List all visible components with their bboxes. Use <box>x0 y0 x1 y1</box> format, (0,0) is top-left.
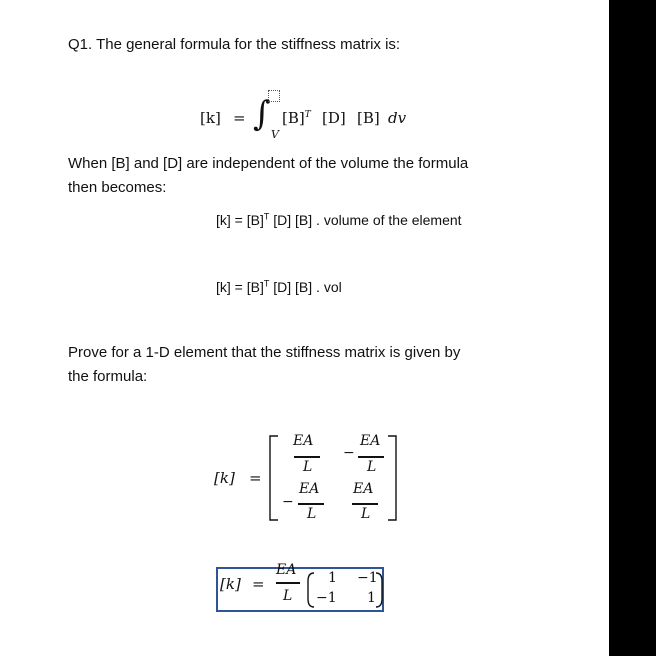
boxed-m12: −1 <box>357 570 378 586</box>
boxed-m22: 1 <box>367 590 376 606</box>
m12-minus: − <box>343 445 355 461</box>
formula1-d: [D] <box>322 109 346 127</box>
matrix-equals: = <box>249 469 262 487</box>
m12-denominator: L <box>367 459 377 475</box>
integral-sign: ∫ <box>253 94 271 134</box>
m21-denominator: L <box>307 506 317 522</box>
m11-denominator: L <box>303 459 313 475</box>
formula-volume-element: $[k] = [B]^T$ [D] [B] . volume of the element <box>216 211 462 228</box>
matrix-lhs: [k] <box>214 469 235 487</box>
paragraph-line: the formula: <box>68 368 148 385</box>
paragraph-line: then becomes: <box>68 179 167 196</box>
paragraph-line: When [B] and [D] are independent of the volume the formula <box>68 155 469 172</box>
m22-denominator: L <box>361 506 371 522</box>
boxed-frac-numerator: EA <box>276 562 297 578</box>
boxed-equals: = <box>252 575 265 593</box>
m12-numerator: EA <box>360 433 381 449</box>
integral-upper-placeholder-icon <box>268 90 280 102</box>
m11-fraction-bar <box>294 456 320 458</box>
matrix-brackets <box>265 432 405 524</box>
m22-numerator: EA <box>353 481 374 497</box>
m21-minus: − <box>282 494 294 510</box>
formula1-dv: dv <box>388 109 407 127</box>
right-dark-panel <box>609 0 656 656</box>
m21-fraction-bar <box>298 503 324 505</box>
m12-fraction-bar <box>358 456 384 458</box>
question-title: Q1. The general formula for the stiffness matrix is: <box>68 36 401 53</box>
m11-numerator: EA <box>293 433 314 449</box>
boxed-frac-denominator: L <box>283 588 293 604</box>
integral-subscript: V <box>271 128 279 141</box>
boxed-m21: −1 <box>316 590 337 606</box>
formula1-b2: [B] <box>357 109 380 127</box>
boxed-m11: 1 <box>328 570 337 586</box>
boxed-lhs: [k] <box>220 575 241 593</box>
paragraph-line: Prove for a 1-D element that the stiffness matrix is given by <box>68 344 461 361</box>
formula1-equals: = <box>233 109 246 127</box>
formula1-lhs: [k] <box>200 109 221 127</box>
boxed-fraction-bar <box>276 582 300 584</box>
formula-vol: $[k] = [B]^T$ [D] [B] . vol <box>216 278 342 295</box>
m22-fraction-bar <box>352 503 378 505</box>
m21-numerator: EA <box>299 481 320 497</box>
formula1-b: $[B]^T$ <box>282 109 311 127</box>
